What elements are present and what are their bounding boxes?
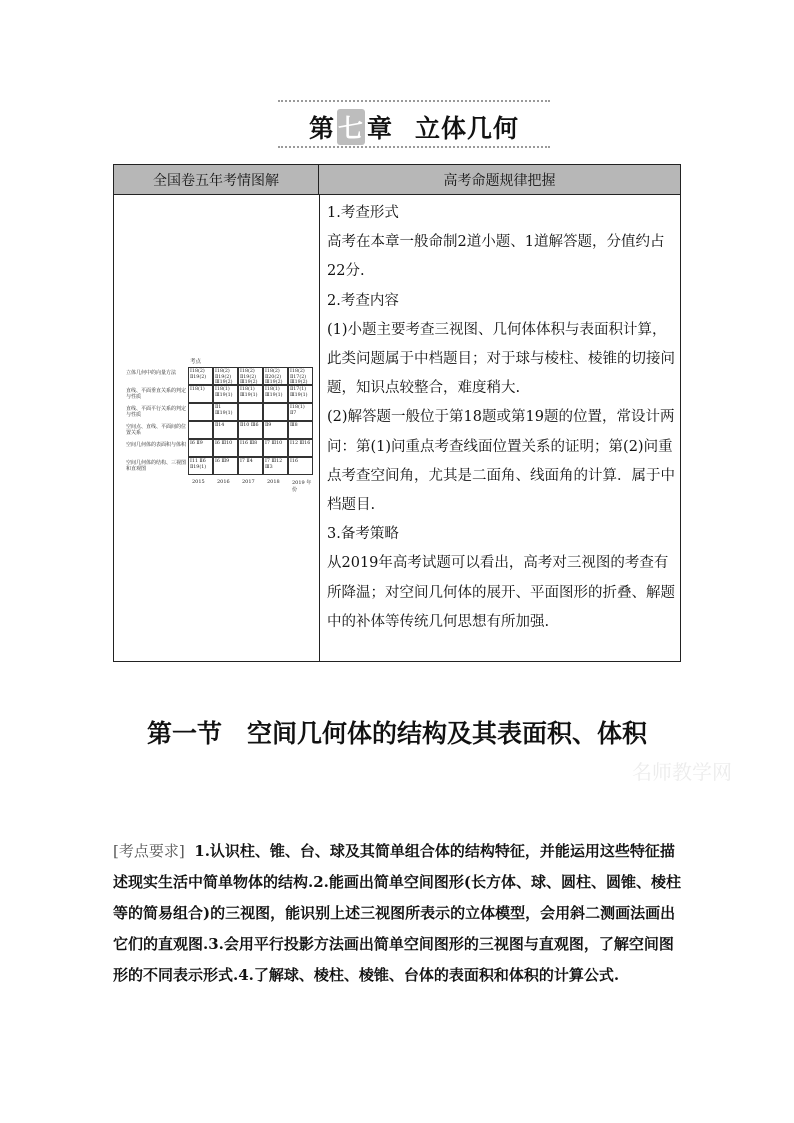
grid-year-label: 2016 <box>217 479 230 485</box>
grid-cell <box>263 403 288 421</box>
grid-cell: Ⅰ12 Ⅲ16 <box>288 439 313 457</box>
text-line: (2)解答题一般位于第18题或第19题的位置，常设计两问：第(1)问重点考查线面位置关系的证明；第(2)问重点考查空间角，尤其是二面角、线面角的计算．属于中档题目. <box>327 409 675 514</box>
divider <box>278 100 550 102</box>
text-line: (1)小题主要考查三视图、几何体体积与表面积计算，此类问题属于中档题目；对于球与棱柱、棱锥的切接问题，知识点较整合，难度稍大. <box>327 321 675 397</box>
table-header-left: 全国卷五年考情图解 <box>114 165 319 195</box>
chapter-prefix: 第 <box>308 114 335 143</box>
exam-analysis-text <box>327 199 677 637</box>
chapter-name: 立体几何 <box>415 114 520 143</box>
grid-cell: Ⅰ18(1) Ⅲ19(1) <box>213 385 238 403</box>
exam-grid-figure <box>124 357 312 493</box>
grid-cell: Ⅰ16 Ⅲ8 <box>238 439 263 457</box>
grid-cell: Ⅰ18(1) Ⅲ19(1) <box>263 385 288 403</box>
grid-row-label: 直线、平面平行关系的判定与性质 <box>126 406 187 418</box>
grid-year-label: 2017 <box>242 479 255 485</box>
grid-corner-label: 考点 <box>190 359 202 365</box>
grid-cell: Ⅰ6 Ⅱ9 <box>188 439 213 457</box>
grid-cell <box>238 403 263 421</box>
grid-cell: Ⅰ6 Ⅲ10 <box>213 439 238 457</box>
text-line: 3.备考策略 <box>327 526 399 543</box>
grid-cell: Ⅰ7 Ⅲ10 <box>263 439 288 457</box>
chapter-header <box>278 100 550 150</box>
grid-cell: Ⅰ7 Ⅲ12 Ⅲ3 <box>263 457 288 475</box>
table-header-right: 高考命题规律把握 <box>319 165 680 195</box>
divider <box>278 146 550 148</box>
grid-cell: Ⅱ9 <box>263 421 288 439</box>
text-line: 1.考查形式 <box>327 205 399 221</box>
grid-cell: Ⅰ18(1) Ⅲ19(1) <box>238 385 263 403</box>
requirements-tag: [考点要求] <box>113 842 185 860</box>
grid-cell: Ⅱ14 <box>213 421 238 439</box>
grid-row-label: 空间点、直线、平面间的位置关系 <box>126 424 187 436</box>
grid-cell: Ⅱ17(1) Ⅲ19(1) <box>288 385 313 403</box>
exam-analysis-table <box>113 164 681 662</box>
chapter-suffix: 章 <box>367 114 394 143</box>
grid-cell <box>188 421 213 439</box>
grid-row-label: 立体几何中的向量方法 <box>126 370 177 376</box>
chapter-number: 七 <box>337 109 365 145</box>
grid-year-label: 2015 <box>192 479 205 485</box>
grid-cell <box>188 403 213 421</box>
text-line: 高考在本章一般命制2道小题、1道解答题，分值约占22分. <box>327 234 665 280</box>
grid-row-label: 空间几何体的结构、三视图和直观图 <box>126 460 187 472</box>
grid-cell: Ⅰ16 <box>288 457 313 475</box>
grid-cell: Ⅰ18(1) Ⅱ7 <box>288 403 313 421</box>
grid-cell: Ⅰ11 Ⅱ6 Ⅱ19(1) <box>188 457 213 475</box>
grid-cell: Ⅰ6 Ⅲ9 <box>213 457 238 475</box>
grid-cell: Ⅰ18(2) Ⅱ20(2) Ⅲ19(2) <box>263 367 288 385</box>
requirements-paragraph <box>113 836 681 991</box>
grid-cell: Ⅲ8 <box>288 421 313 439</box>
text-line: 2.考查内容 <box>327 292 399 309</box>
divider <box>319 195 320 661</box>
grid-cell: Ⅰ18(1) <box>188 385 213 403</box>
text-line: 从2019年高考试题可以看出，高考对三视图的考查有所降温；对空间几何体的展开、平面图形的折叠、解题中的补体等传统几何思想有所加强. <box>327 555 675 630</box>
grid-cell: Ⅰ18(2) Ⅱ19(2) Ⅲ19(2) <box>238 367 263 385</box>
grid-cell: Ⅱ10 Ⅲ6 <box>238 421 263 439</box>
grid-row-label: 空间几何体的表面积与体积 <box>126 442 187 448</box>
grid-cell: Ⅰ18(2) Ⅱ17(2) Ⅲ19(2) <box>288 367 313 385</box>
watermark: 名师教学网 <box>632 760 732 784</box>
grid-row-label: 直线、平面垂直关系的判定与性质 <box>126 388 187 400</box>
requirements-text: 1.认识柱、锥、台、球及其简单组合体的结构特征，并能运用这些特征描述现实生活中简单物体的结构.2.能画出简单空间图形(长方体、球、圆柱、圆锥、棱柱等的简易组合)的三视图，能识别上述三视图所表示的立体模型，会用斜二测画法画出它们的直观图.3.会用平行投影方法画出简单空间图形的三视图与直观图，了解空间图形的不同表示形式.4.了解球、棱柱、棱锥、台体的表面积和体积的计算公式. <box>113 842 681 984</box>
grid-cell: Ⅰ18(2) Ⅱ19(2) Ⅲ19(2) <box>213 367 238 385</box>
section-title: 第一节 空间几何体的结构及其表面积、体积 <box>146 719 647 748</box>
grid-cell: Ⅰ7 Ⅱ4 <box>238 457 263 475</box>
grid-year-label: 2019 年份 <box>292 480 312 493</box>
chapter-title <box>278 109 550 145</box>
grid-year-label: 2018 <box>267 479 280 485</box>
grid-cell: Ⅰ18(2) Ⅱ19(2) <box>188 367 213 385</box>
grid-cell: Ⅱ1 Ⅲ19(1) <box>213 403 238 421</box>
